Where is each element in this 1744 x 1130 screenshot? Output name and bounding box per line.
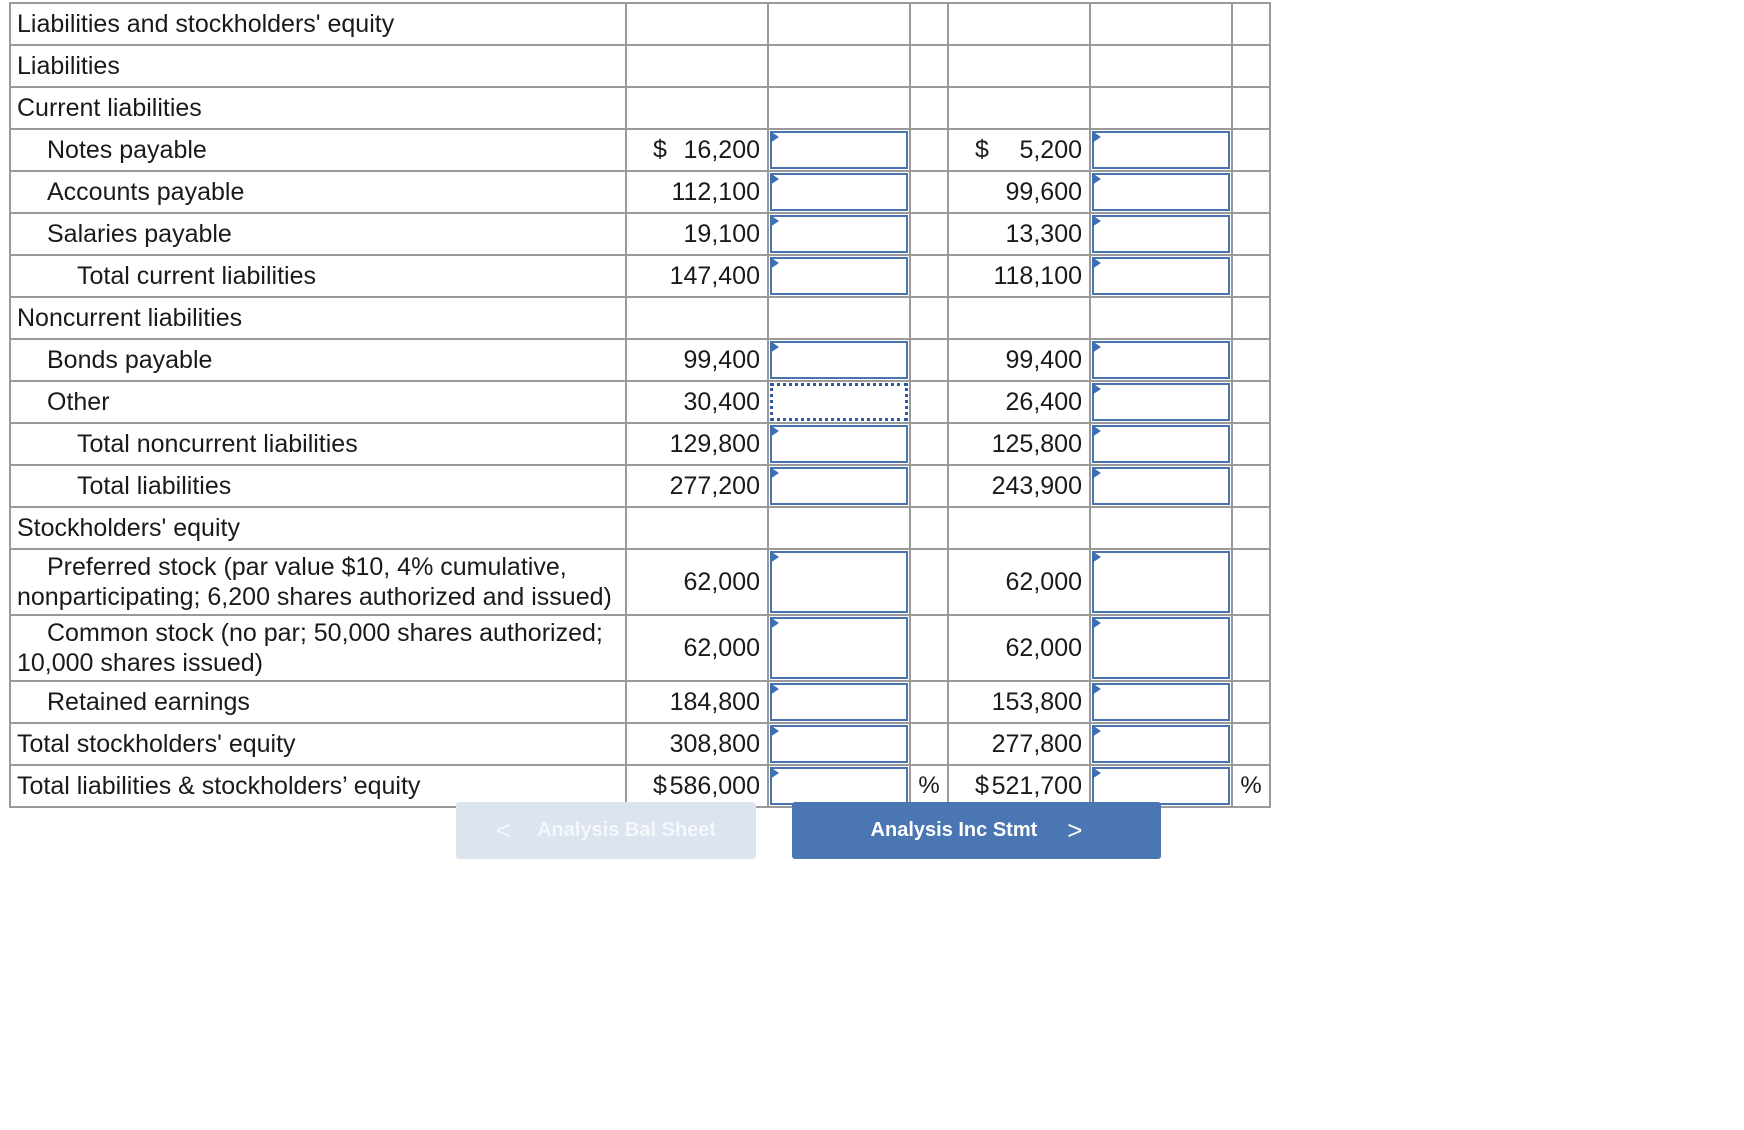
row-label — [10, 549, 626, 615]
answer-input[interactable] — [770, 173, 908, 211]
prev-analysis-bal-sheet-button[interactable] — [456, 802, 756, 859]
common-stock-prior-answer-cell[interactable] — [1090, 615, 1232, 681]
total-liabilities-prior-answer-cell[interactable] — [1090, 465, 1232, 507]
prior-year-amount: 62,000 — [948, 615, 1090, 681]
table-row — [10, 723, 1270, 765]
row-label-line-2: 10,000 shares issued) — [17, 649, 263, 677]
row-label-line-1: Preferred stock (par value $10, 4% cumulative, — [47, 553, 567, 581]
row-label: Liabilities and stockholders' equity — [10, 3, 626, 45]
current-year-amount: 62,000 — [626, 549, 768, 615]
current-year-amount: 277,200 — [626, 465, 768, 507]
answer-input[interactable] — [1092, 257, 1230, 295]
row-label: Total noncurrent liabilities — [10, 423, 626, 465]
answer-input[interactable] — [770, 683, 908, 721]
answer-input[interactable] — [1092, 215, 1230, 253]
answer-input[interactable] — [1092, 551, 1230, 613]
total-liabilities-current-answer-cell[interactable] — [768, 465, 910, 507]
answer-input[interactable] — [770, 257, 908, 295]
answer-input[interactable] — [1092, 341, 1230, 379]
answer-input[interactable] — [770, 341, 908, 379]
table-row — [10, 681, 1270, 723]
prior-year-amount: 153,800 — [948, 681, 1090, 723]
bonds-payable-prior-answer-cell[interactable] — [1090, 339, 1232, 381]
notes-payable-prior-answer-cell[interactable] — [1090, 129, 1232, 171]
table-row — [10, 87, 1270, 129]
current-year-amount — [626, 129, 768, 171]
row-label: Total liabilities — [10, 465, 626, 507]
total-stockholders-equity-prior-answer-cell[interactable] — [1090, 723, 1232, 765]
answer-input[interactable] — [770, 425, 908, 463]
currency-symbol: $ — [653, 135, 667, 164]
row-label: Liabilities — [10, 45, 626, 87]
prior-year-amount — [948, 765, 1090, 807]
table-row — [10, 297, 1270, 339]
total-noncurrent-liabilities-prior-answer-cell[interactable] — [1090, 423, 1232, 465]
table-row — [10, 381, 1270, 423]
row-label: Notes payable — [10, 129, 626, 171]
current-year-amount: 147,400 — [626, 255, 768, 297]
answer-input[interactable] — [770, 767, 908, 805]
amount-value: 16,200 — [683, 135, 760, 164]
row-label: Noncurrent liabilities — [10, 297, 626, 339]
prior-year-amount: 277,800 — [948, 723, 1090, 765]
table-row — [10, 615, 1270, 681]
bonds-payable-current-answer-cell[interactable] — [768, 339, 910, 381]
total-liabilities-equity-prior-answer-cell[interactable] — [1090, 765, 1232, 807]
table-row — [10, 549, 1270, 615]
answer-input[interactable] — [770, 617, 908, 679]
answer-input[interactable] — [770, 131, 908, 169]
table-row — [10, 3, 1270, 45]
table-row — [10, 129, 1270, 171]
current-year-amount: 308,800 — [626, 723, 768, 765]
next-button-label: Analysis Inc Stmt — [870, 819, 1038, 841]
table-row — [10, 465, 1270, 507]
prior-year-amount — [948, 129, 1090, 171]
current-year-amount: 99,400 — [626, 339, 768, 381]
salaries-payable-current-answer-cell[interactable] — [768, 213, 910, 255]
current-year-amount: 129,800 — [626, 423, 768, 465]
preferred-stock-prior-answer-cell[interactable] — [1090, 549, 1232, 615]
chevron-left-icon: < — [495, 815, 512, 845]
answer-input[interactable] — [1092, 683, 1230, 721]
prior-year-amount: 99,400 — [948, 339, 1090, 381]
table-row — [10, 213, 1270, 255]
answer-input[interactable] — [1092, 467, 1230, 505]
currency-symbol: $ — [975, 135, 989, 164]
prev-button-label: Analysis Bal Sheet — [537, 819, 717, 841]
other-current-answer-cell[interactable] — [768, 381, 910, 423]
current-year-amount: 184,800 — [626, 681, 768, 723]
preferred-stock-current-answer-cell[interactable] — [768, 549, 910, 615]
answer-input[interactable] — [770, 467, 908, 505]
total-liabilities-equity-current-answer-cell[interactable] — [768, 765, 910, 807]
answer-input[interactable] — [1092, 425, 1230, 463]
table-row — [10, 423, 1270, 465]
answer-input[interactable] — [1092, 173, 1230, 211]
balance-sheet-table — [9, 2, 1271, 808]
currency-symbol: $ — [975, 771, 989, 800]
total-current-liabilities-current-answer-cell[interactable] — [768, 255, 910, 297]
accounts-payable-current-answer-cell[interactable] — [768, 171, 910, 213]
total-current-liabilities-prior-answer-cell[interactable] — [1090, 255, 1232, 297]
notes-payable-current-answer-cell[interactable] — [768, 129, 910, 171]
row-label: Total current liabilities — [10, 255, 626, 297]
row-label — [10, 615, 626, 681]
amount-value: 586,000 — [669, 771, 760, 800]
answer-input[interactable] — [770, 725, 908, 763]
table-row — [10, 507, 1270, 549]
table-row — [10, 171, 1270, 213]
current-year-amount: 30,400 — [626, 381, 768, 423]
common-stock-current-answer-cell[interactable] — [768, 615, 910, 681]
answer-input-focused[interactable] — [770, 383, 908, 421]
next-analysis-inc-stmt-button[interactable] — [792, 802, 1161, 859]
row-label: Bonds payable — [10, 339, 626, 381]
current-year-amount — [626, 765, 768, 807]
table-row — [10, 765, 1270, 807]
row-label: Current liabilities — [10, 87, 626, 129]
other-prior-answer-cell[interactable] — [1090, 381, 1232, 423]
answer-input[interactable] — [770, 215, 908, 253]
amount-value: 5,200 — [1019, 135, 1082, 164]
row-label: Other — [10, 381, 626, 423]
row-label-line-1: Common stock (no par; 50,000 shares authorized; — [47, 619, 603, 647]
table-row — [10, 45, 1270, 87]
prior-year-amount: 62,000 — [948, 549, 1090, 615]
salaries-payable-prior-answer-cell[interactable] — [1090, 213, 1232, 255]
retained-earnings-prior-answer-cell[interactable] — [1090, 681, 1232, 723]
row-label: Total stockholders' equity — [10, 723, 626, 765]
current-year-amount: 62,000 — [626, 615, 768, 681]
prior-year-amount: 125,800 — [948, 423, 1090, 465]
prior-year-amount: 13,300 — [948, 213, 1090, 255]
answer-input[interactable] — [770, 551, 908, 613]
row-label-line-2: nonparticipating; 6,200 shares authorized and issued) — [17, 583, 612, 611]
row-label: Accounts payable — [10, 171, 626, 213]
answer-input[interactable] — [1092, 767, 1230, 805]
current-year-amount: 19,100 — [626, 213, 768, 255]
table-row — [10, 339, 1270, 381]
answer-input[interactable] — [1092, 383, 1230, 421]
prior-year-amount: 26,400 — [948, 381, 1090, 423]
currency-symbol: $ — [653, 771, 667, 800]
current-year-amount: 112,100 — [626, 171, 768, 213]
chevron-right-icon: > — [1067, 815, 1083, 845]
retained-earnings-current-answer-cell[interactable] — [768, 681, 910, 723]
row-label: Salaries payable — [10, 213, 626, 255]
answer-input[interactable] — [1092, 131, 1230, 169]
prior-year-amount: 118,100 — [948, 255, 1090, 297]
percent-sign: % — [1232, 765, 1270, 807]
row-label: Total liabilities & stockholders’ equity — [10, 765, 626, 807]
answer-input[interactable] — [1092, 617, 1230, 679]
row-label: Retained earnings — [10, 681, 626, 723]
accounts-payable-prior-answer-cell[interactable] — [1090, 171, 1232, 213]
total-stockholders-equity-current-answer-cell[interactable] — [768, 723, 910, 765]
percent-sign: % — [910, 765, 948, 807]
prior-year-amount: 243,900 — [948, 465, 1090, 507]
prior-year-amount: 99,600 — [948, 171, 1090, 213]
amount-value: 521,700 — [991, 771, 1082, 800]
table-row — [10, 255, 1270, 297]
row-label: Stockholders' equity — [10, 507, 626, 549]
total-noncurrent-liabilities-current-answer-cell[interactable] — [768, 423, 910, 465]
answer-input[interactable] — [1092, 725, 1230, 763]
